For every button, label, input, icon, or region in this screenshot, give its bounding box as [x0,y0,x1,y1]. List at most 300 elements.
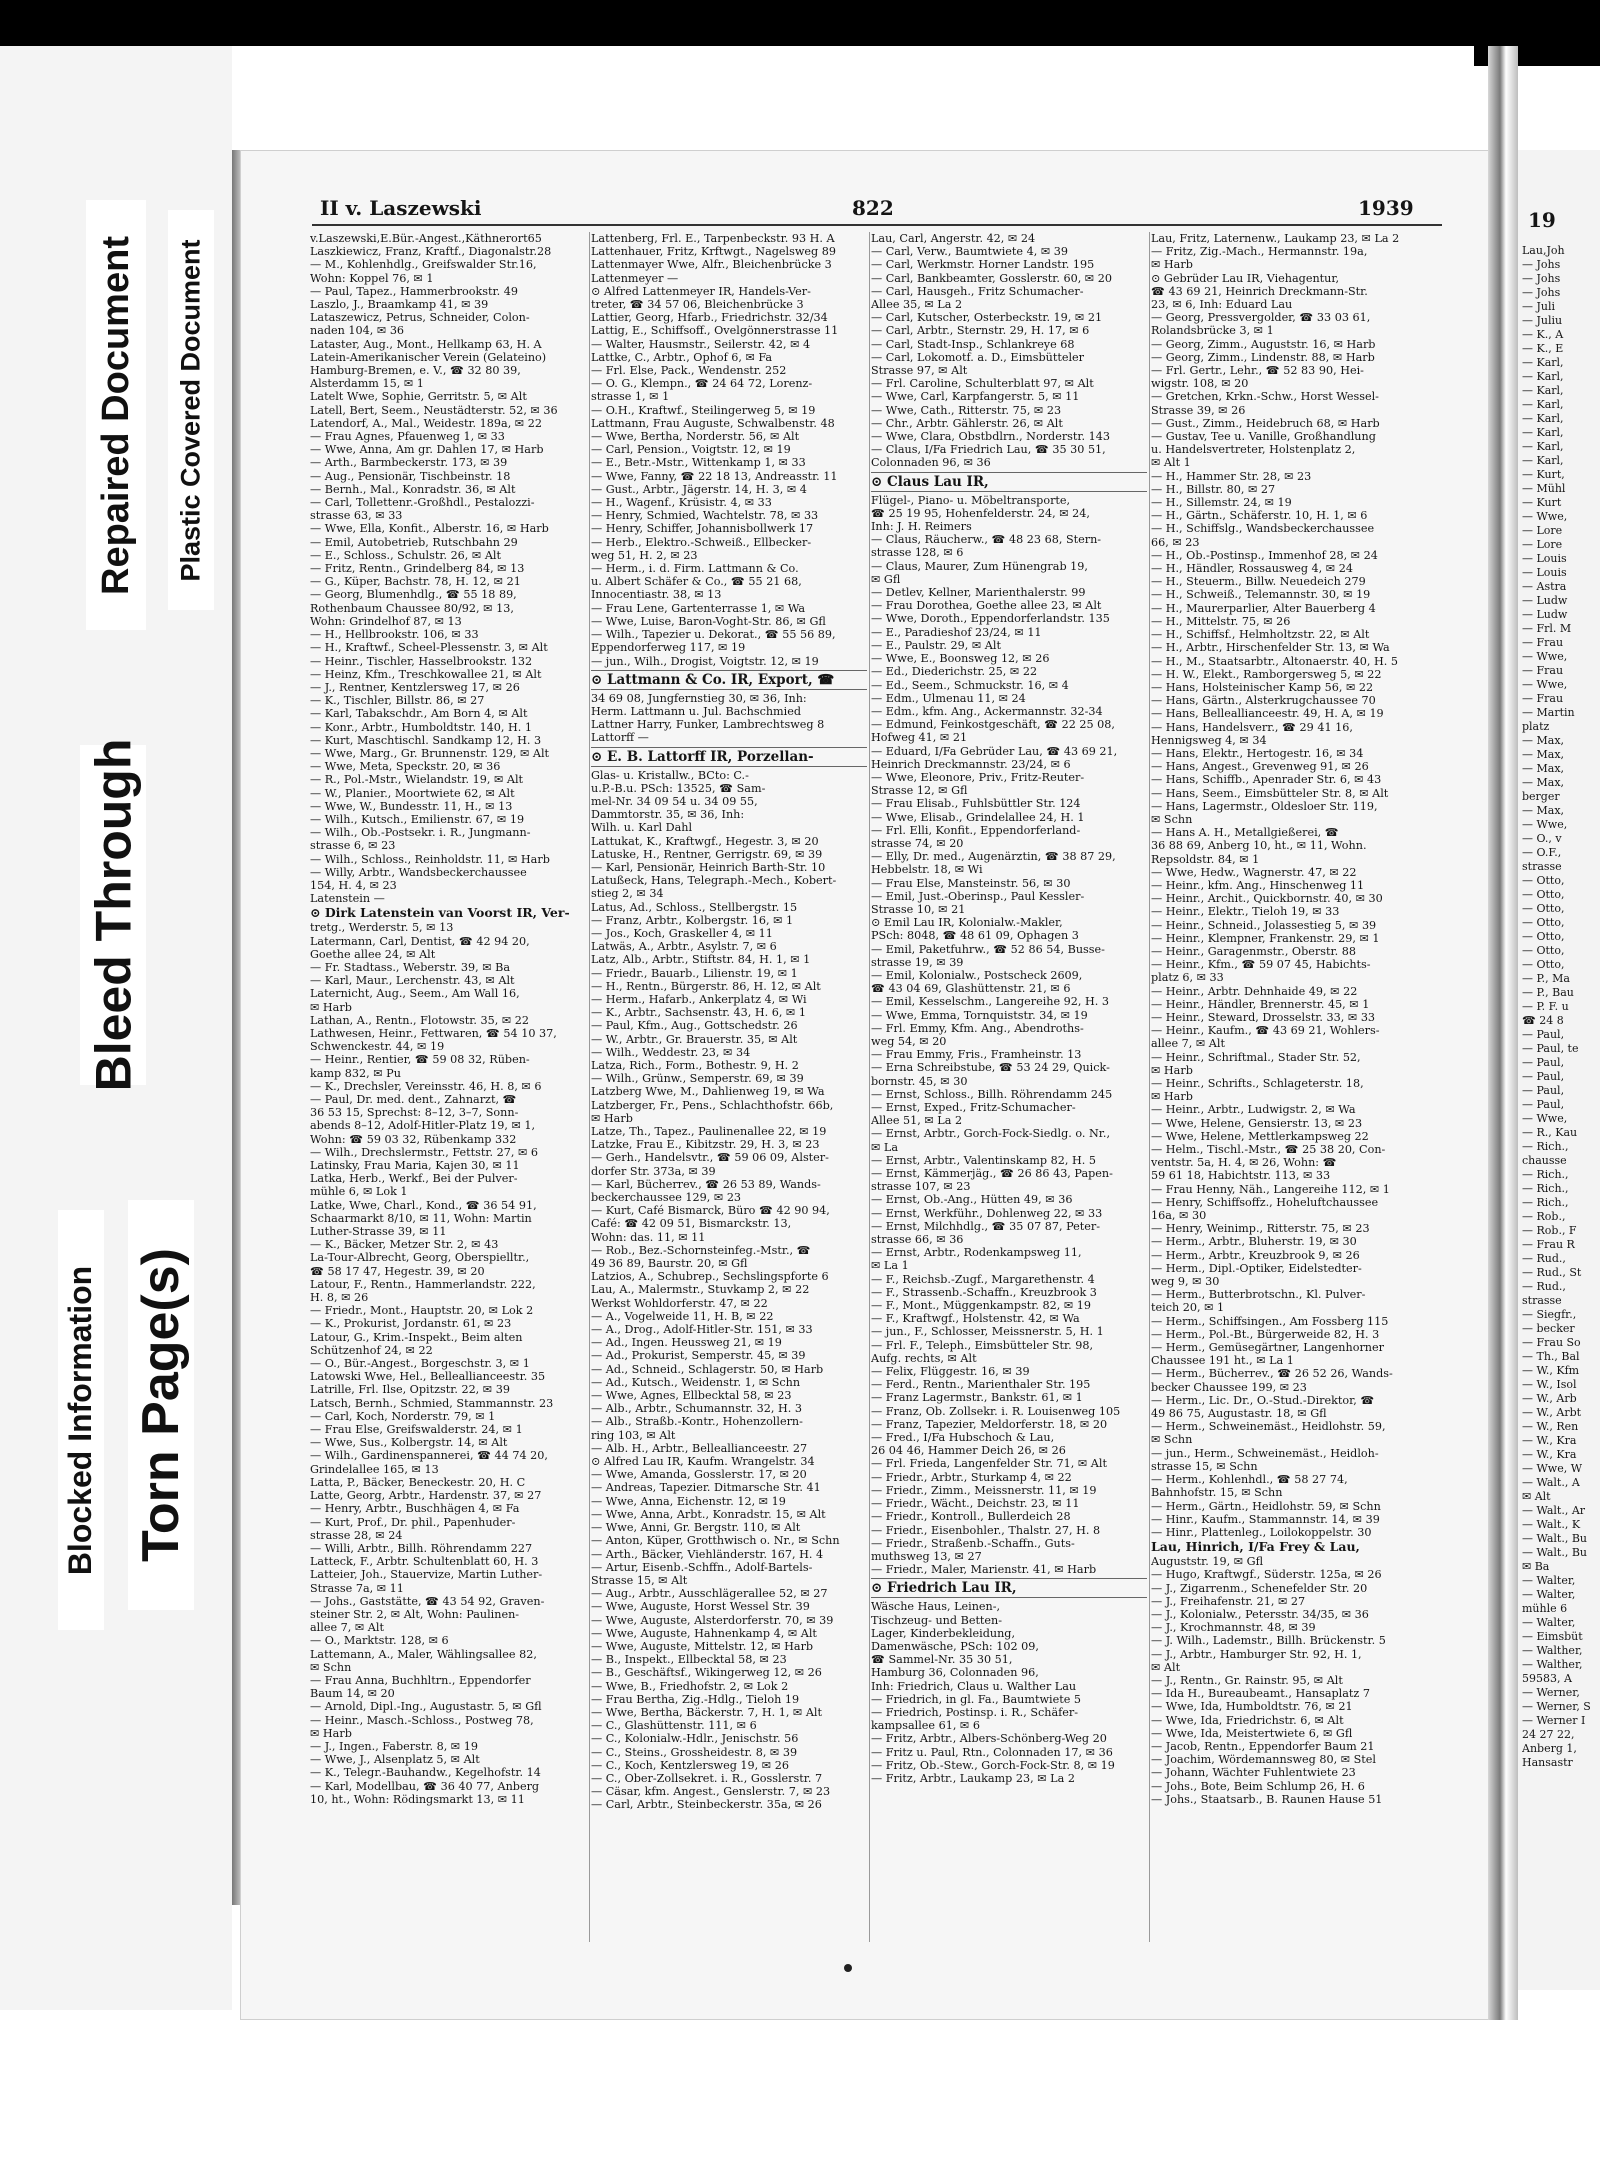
directory-entry: Goethe allee 24, ✉ Alt [310,947,436,961]
directory-entry: — Emil, Kolonialw., Postscheck 2609, [871,968,1083,982]
directory-entry: ✉ La 1 [871,1259,909,1273]
directory-entry: — Herm., Bücherrev., ☎ 26 52 26, Wands- [1151,1367,1393,1381]
directory-entry: Lattke, C., Arbtr., Ophof 6, ✉ Fa [591,350,773,364]
directory-entry: — Henry, Weinimp., Ritterstr. 75, ✉ 23 [1151,1222,1370,1236]
directory-entry: — Frl. Gertr., Lehr., ☎ 52 83 90, Hei- [1151,364,1364,378]
directory-entry: — Ed., Diederichstr. 25, ✉ 22 [871,665,1038,679]
directory-entry: Strasse 39, ✉ 26 [1151,403,1246,417]
directory-entry: — Anton, Küper, Grotthwisch o. Nr., ✉ Schn [591,1534,840,1548]
directory-advert: ⊙ E. B. Lattorff IR, Porzellan- [591,747,867,767]
directory-entry: — Claus, Räucherw., ☎ 48 23 68, Stern- [871,533,1102,547]
directory-entry: — Felix, Flüggestr. 16, ✉ 39 [871,1365,1030,1379]
directory-entry: — K., Bäcker, Metzer Str. 2, ✉ 43 [310,1238,499,1252]
directory-entry: — K., Telegr.-Bauhandw., Kegelhofstr. 14 [310,1766,541,1780]
directory-entry: La-Tour-Albrecht, Georg, Oberspielltr., [310,1251,530,1265]
directory-entry: — H., Maurerparlier, Alter Bauerberg 4 [1151,601,1376,615]
next-page-entry: — Wwe, [1522,650,1568,663]
directory-entry: — Friedrich, in gl. Fa., Baumtwiete 5 [871,1692,1082,1706]
directory-entry: — Hans, Lagermstr., Oldesloer Str. 119, [1151,799,1378,813]
directory-entry: — Wwe, Luise, Baron-Voght-Str. 86, ✉ Gfl [591,614,826,628]
directory-entry: — Heinr., Schrifts., Schlageterstr. 18, [1151,1077,1364,1090]
directory-entry: ✉ Harb [1151,1063,1193,1077]
directory-entry: — J., Krochmannstr. 48, ✉ 39 [1151,1621,1316,1635]
directory-entry: — E., Schloss., Schulstr. 26, ✉ Alt [310,548,501,562]
directory-entry: — Friedr., Arbtr., Sturkamp 4, ✉ 22 [871,1470,1072,1484]
directory-entry: Lager, Kinderbekleidung, [871,1626,1016,1640]
directory-entry: — Herm., Schweinemäst., Heidlohstr. 59, [1151,1420,1386,1434]
directory-entry: — Cäsar, kfm. Angest., Genslerstr. 7, ✉ 23 [591,1785,831,1799]
directory-entry: — Wwe, Hedw., Wagnerstr. 47, ✉ 22 [1151,865,1357,879]
directory-entry: — Wwe, Ida, Humboldtstr. 76, ✉ 21 [1151,1700,1353,1714]
directory-entry: muthsweg 13, ✉ 27 [871,1549,982,1563]
directory-entry: — H., Schiffsf., Helmholtzstr. 22, ✉ Alt [1151,628,1370,642]
directory-entry: Lataster, Aug., Mont., Hellkamp 63, H. A [310,337,542,351]
directory-entry: Lattig, E., Schiffsoff., Ovelgönnerstrasse 11 [591,324,839,338]
directory-entry: — Wwe, Clara, Obstbdlrn., Norderstr. 143 [871,430,1111,444]
directory-entry: — Wwe, B., Friedhofstr. 2, ✉ Lok 2 [591,1679,789,1693]
directory-entry: — Ferd., Rentn., Marienthaler Str. 195 [871,1378,1091,1392]
directory-entry: — Gustav, Tee u. Vanille, Großhandlung [1151,430,1376,444]
directory-entry: Lau, Hinrich, I/Fa Frey & Lau, [1151,1539,1360,1555]
next-page-entry: — Louis [1522,566,1567,579]
directory-entry: Laszlo, J., Braamkamp 41, ✉ 39 [310,298,489,312]
next-page-entry: — Walter, [1522,1588,1576,1601]
directory-entry: — Frl. F., Teleph., Eimsbütteler Str. 98, [871,1338,1094,1352]
next-page-entry: mühle 6 [1522,1602,1568,1615]
directory-entry: Lattorff — [591,731,649,745]
directory-entry: — Wilh., Drechslermstr., Fettstr. 27, ✉ 6 [310,1145,539,1159]
directory-entry: — Wwe, Agnes, Ellbecktal 58, ✉ 23 [591,1389,792,1403]
directory-entry: — Wilh., Weddestr. 23, ✉ 34 [591,1045,751,1059]
directory-entry: strasse 15, ✉ Schn [1151,1459,1258,1473]
directory-entry: — Herm., Schiffsingen., Am Fossberg 115 [1151,1314,1389,1328]
next-page-entry: Lau,Joh [1522,244,1565,257]
directory-entry: allee 7, ✉ Alt [310,1621,384,1635]
directory-entry: — Herm., Kohlenhdl., ☎ 58 27 74, [1151,1473,1348,1487]
directory-entry: — Paul, Dr. med. dent., Zahnarzt, ☎ [310,1093,517,1106]
directory-entry: — Heinr., Elektr., Tieloh 19, ✉ 33 [1151,905,1340,919]
directory-entry: — Carl, Stadt-Insp., Schlankreye 68 [871,337,1075,351]
directory-entry: Lattukat, K., Kraftwgf., Hegestr. 3, ✉ 20 [591,834,819,848]
directory-entry: — Friedr., Wächt., Deichstr. 23, ✉ 11 [871,1497,1080,1511]
directory-entry: — H., Billstr. 80, ✉ 27 [1151,482,1276,496]
directory-entry: — J., Arbtr., Hamburger Str. 92, H. 1, [1151,1647,1362,1661]
directory-entry: ✉ Harb [591,1111,633,1125]
directory-entry: — F., Mont., Müggenkampstr. 82, ✉ 19 [871,1299,1091,1313]
directory-entry: Latinsky, Frau Maria, Kajen 30, ✉ 11 [310,1159,520,1173]
directory-entry: 49 86 75, Augustastr. 18, ✉ Gfl [1151,1407,1327,1421]
directory-entry: Lathan, A., Rentn., Flotowstr. 35, ✉ 22 [310,1013,530,1027]
directory-entry: ventstr. 5a, H. 4, ✉ 26, Wohn: ☎ [1151,1156,1337,1170]
next-page-entry: — Walt., Bu [1522,1532,1588,1545]
directory-entry: — Frl. Frieda, Langenfelder Str. 71, ✉ Alt [871,1457,1107,1471]
directory-entry: — K., Drechsler, Vereinsstr. 46, H. 8, ✉ 6 [310,1079,542,1093]
next-page-entry: Hansastr [1522,1756,1573,1769]
directory-entry: Strasse 97, ✉ Alt [871,364,968,378]
next-page-entry: — Otto, [1522,944,1565,957]
directory-entry: — Wilh., Gardinenspannerei, ☎ 44 74 20, [310,1449,548,1463]
directory-entry: H. 8, ✉ 26 [310,1291,369,1305]
next-page-column [1522,244,1600,1770]
directory-entry: tretg., Werderstr. 5, ✉ 13 [310,921,454,935]
next-page-entry: — Karl, [1522,356,1564,369]
directory-entry: — Emil, Autobetrieb, Rutschbahn 29 [310,535,518,549]
directory-entry: ✉ Gfl [871,572,901,586]
next-page-entry: — Walter, [1522,1616,1576,1629]
directory-entry: — H., Schiffslg., Wandsbeckerchaussee [1151,522,1375,536]
next-page-entry: — W., Arb [1522,1392,1577,1405]
directory-entry: — Frau Bertha, Zig.-Hdlg., Tieloh 19 [591,1692,800,1706]
directory-entry: — Edmund, Feinkostgeschäft, ☎ 22 25 08, [871,718,1115,732]
directory-entry: — Friedr., Straßenb.-Schaffn., Guts- [871,1536,1075,1550]
directory-entry: — Wwe, Meta, Speckstr. 20, ✉ 36 [310,760,501,774]
directory-entry: Strasse 12, ✉ Gfl [871,784,968,798]
next-page-entry: — Walt., Bu [1522,1546,1588,1559]
next-page-entry: — Wwe, [1522,678,1568,691]
directory-entry: — Henry, Schiffsoffz., Hoheluftchaussee [1151,1195,1379,1209]
directory-entry: — Wwe, Auguste, Hahnenkamp 4, ✉ Alt [591,1626,817,1640]
directory-entry: Wäsche Haus, Leinen-, [871,1600,1001,1614]
directory-entry: Werkst Wohldorferstr. 47, ✉ 22 [591,1296,768,1310]
directory-entry: Latowski Wwe, Hel., Belleallianceestr. 35 [310,1370,546,1384]
directory-entry: Latzios, A., Schubrep., Sechslingspforte 6 [591,1270,829,1284]
directory-entry: — O. G., Klempn., ☎ 24 64 72, Lorenz- [591,377,813,391]
directory-entry: — Emil, Kesselschm., Langereihe 92, H. 3 [871,995,1109,1009]
directory-entry: Latuske, H., Rentner, Gerrigstr. 69, ✉ 39 [591,847,823,861]
directory-entry: — E., Betr.-Mstr., Wittenkamp 1, ✉ 33 [591,456,806,470]
directory-entry: ✉ Harb [1151,1090,1193,1104]
directory-entry: Innocentiastr. 38, ✉ 13 [591,588,722,602]
directory-entry: Allee 35, ✉ La 2 [871,298,963,312]
directory-entry: — C., Steins., Grossheidestr. 8, ✉ 39 [591,1745,798,1759]
directory-entry: — J., Zigarrenm., Schenefelder Str. 20 [1151,1581,1368,1595]
next-page-entry: — Rich., [1522,1182,1569,1195]
directory-entry: — Franz Lagermstr., Bankstr. 61, ✉ 1 [871,1391,1083,1405]
directory-entry: — Elly, Dr. med., Augenärztin, ☎ 38 87 29, [871,850,1116,864]
page-dot [844,1964,852,1972]
next-page-entry: — Karl, [1522,426,1564,439]
directory-entry: — Wwe, Ella, Konfit., Alberstr. 16, ✉ Harb [310,522,549,536]
directory-entry: — Erna Schreibstube, ☎ 53 24 29, Quick- [871,1061,1110,1075]
directory-entry: — Friedr., Mont., Hauptstr. 20, ✉ Lok 2 [310,1304,534,1318]
next-page-entry: — Frau [1522,636,1564,649]
next-page-entry: — Johs [1522,258,1561,271]
directory-entry: — Frau Emmy, Fris., Framheinstr. 13 [871,1048,1082,1062]
directory-entry: — Wwe, Carl, Karpfangerstr. 5, ✉ 11 [871,390,1080,404]
directory-entry: Lathwesen, Heinr., Fettwaren, ☎ 54 10 37, [310,1026,557,1040]
directory-entry: ⊙ Dirk Latenstein van Voorst IR, Ver- [310,905,570,921]
directory-entry: ✉ Schn [1151,812,1193,826]
next-page-entry: — Louis [1522,552,1567,565]
directory-entry: — K., Arbtr., Sachsenstr. 43, H. 6, ✉ 1 [591,1006,806,1020]
directory-entry: — Ad., Schneid., Schlagerstr. 50, ✉ Harb [591,1362,824,1376]
directory-entry: — Karl, Tabakschdr., Am Born 4, ✉ Alt [310,707,528,721]
directory-entry: — J., Kolonialw., Petersstr. 34/35, ✉ 36 [1151,1607,1369,1621]
directory-entry: Latendorf, A., Mal., Weidestr. 189a, ✉ 22 [310,416,542,430]
directory-entry: — A., Vogelweide 11, H. B, ✉ 22 [591,1309,774,1323]
directory-entry: — Frau Henny, Näh., Langereihe 112, ✉ 1 [1151,1182,1390,1196]
next-page-entry: — Werner I [1522,1714,1586,1727]
directory-entry: — Hans, Handelsverr., ☎ 29 41 16, [1151,720,1353,734]
directory-entry: naden 104, ✉ 36 [310,324,405,338]
directory-entry: Chaussee 191 ht., ✉ La 1 [1151,1354,1294,1368]
directory-entry: — Wwe, W., Bundesstr. 11, H., ✉ 13 [310,799,513,813]
next-page-entry: — Max, [1522,748,1565,761]
directory-entry: — G., Küper, Bachstr. 78, H. 12, ✉ 21 [310,575,521,589]
directory-entry: Lattenmayer Wwe, Alfr., Bleichenbrücke 3 [591,258,832,272]
directory-entry: — Ernst, Werkführ., Dohlenweg 22, ✉ 33 [871,1206,1103,1220]
directory-entry: — Hans A. H., Metallgießerei, ☎ [1151,826,1339,840]
directory-entry: — Ernst, Exped., Fritz-Schumacher- [871,1101,1076,1114]
directory-entry: — H., Gärtn., Schäferstr. 10, H. 1, ✉ 6 [1151,509,1368,523]
directory-entry: — Herm., Lic. Dr., O.-Stud.-Direktor, ☎ [1151,1393,1375,1407]
page-year: 1939 [1358,196,1414,220]
directory-entry: mel-Nr. 34 09 54 u. 34 09 55, [591,794,758,808]
directory-entry: — Heinz, Kfm., Treschkowallee 21, ✉ Alt [310,667,542,681]
directory-entry: ✉ Schn [1151,1433,1193,1447]
directory-entry: — J. Wilh., Lademstr., Billh. Brückenstr. 5 [1151,1634,1386,1648]
directory-entry: Allee 51, ✉ La 2 [871,1114,963,1128]
next-page-entry: — Kurt, [1522,468,1565,481]
directory-entry: — Friedr., Eisenbohler., Thalstr. 27, H. 8 [871,1523,1101,1537]
directory-entry: — Fritz, Ob.-Stew., Gorch-Fock-Str. 8, ✉ 19 [871,1758,1115,1772]
directory-entry: — Heinr., Arbtr., Ludwigstr. 2, ✉ Wa [1151,1103,1356,1117]
directory-entry: — Aug., Pensionär, Tischbeinstr. 18 [310,469,511,483]
directory-entry: — Arth., Barmbeckerstr. 173, ✉ 39 [310,456,508,470]
next-page-entry: — W., Kra [1522,1434,1577,1447]
directory-entry: ✉ Alt 1 [1151,456,1191,470]
directory-entry: Latzberg Wwe, M., Dahlienweg 19, ✉ Wa [591,1085,825,1099]
directory-entry: — Heinr., kfm. Ang., Hinschenweg 11 [1151,878,1365,892]
next-page-entry: — W., Kfm [1522,1364,1580,1377]
directory-entry: — Heinr., Masch.-Schloss., Postweg 78, [310,1713,534,1727]
directory-entry: Latta, P., Bäcker, Beneckestr. 20, H. C [310,1475,526,1489]
directory-entry: Strasse 15, ✉ Alt [591,1573,688,1587]
directory-entry: Laternicht, Aug., Seem., Am Wall 16, [310,987,520,1001]
directory-entry: Lau, Fritz, Laternenw., Laukamp 23, ✉ La 2 [1151,232,1400,245]
directory-entry: — J., Rentner, Kentzlersweg 17, ✉ 26 [310,680,520,694]
repaired-document-label: Repaired Document [86,200,146,630]
next-page-entry: — Rich., [1522,1196,1569,1209]
next-page-entry: — K., A [1522,328,1564,341]
directory-entry: — Wwe, Emma, Tornquiststr. 34, ✉ 19 [871,1008,1088,1022]
directory-entry: Latteck, F., Arbtr. Schultenblatt 60, H. 3 [310,1555,539,1569]
directory-entry: — O., Bür.-Angest., Borgeschstr. 3, ✉ 1 [310,1357,530,1371]
directory-entry: Lattenhauer, Fritz, Krftwgt., Nagelsweg 89 [591,245,836,259]
header-rule [312,224,1442,226]
directory-entry: — J., Ingen., Faberstr. 8, ✉ 19 [310,1739,478,1753]
next-page-entry: — Otto, [1522,888,1565,901]
next-page-entry: — O., v [1522,832,1562,845]
directory-entry: Hennigsweg 4, ✉ 34 [1151,733,1267,747]
directory-entry: — Friedrich, Postinsp. i. R., Schäfer- [871,1705,1079,1719]
directory-entry: — Herm., Pol.-Bt., Bürgerweide 82, H. 3 [1151,1327,1380,1341]
directory-entry: Latenstein — [310,892,385,906]
directory-entry: Schützenhof 24, ✉ 22 [310,1343,433,1357]
directory-entry: — Heinr., Klempner, Frankenstr. 29, ✉ 1 [1151,931,1380,945]
directory-entry: — C., Koch, Kentzlersweg 19, ✉ 26 [591,1758,789,1772]
directory-entry: v.Laszewski,E.Bür.-Angest.,Käthnerort65 [310,232,542,245]
directory-entry: — Alb. H., Arbtr., Belleallianceestr. 27 [591,1441,808,1455]
directory-entry: Latzke, Frau E., Kibitzstr. 29, H. 3, ✉ 23 [591,1138,820,1152]
next-page-entry: — Rud., [1522,1280,1566,1293]
directory-entry: Hebbelstr. 18, ✉ Wi [871,863,983,877]
directory-entry: u.P.-B.u. PSch: 13525, ☎ Sam- [591,781,766,795]
directory-entry: u. Albert Schäfer & Co., ☎ 55 21 68, [591,575,802,589]
next-page-entry: — Max, [1522,776,1565,789]
directory-entry: — Hans, Holsteinischer Kamp 56, ✉ 22 [1151,680,1374,694]
directory-entry: — Alb., Straßb.-Kontr., Hohenzollern- [591,1415,803,1429]
directory-entry: — Ernst, Arbtr., Rodenkampsweg 11, [871,1246,1082,1260]
directory-entry: allee 7, ✉ Alt [1151,1037,1225,1051]
directory-entry: Latelt Wwe, Sophie, Gerritstr. 5, ✉ Alt [310,390,527,404]
directory-entry: steiner Str. 2, ✉ Alt, Wohn: Paulinen- [310,1607,520,1621]
directory-entry: — W., Planier., Moortwiete 62, ✉ Alt [310,786,515,800]
next-page-entry: — Paul, [1522,1056,1565,1069]
directory-entry: — H., Hellbrookstr. 106, ✉ 33 [310,628,479,642]
directory-entry: — Wwe, Anna, Arbt., Konradstr. 15, ✉ Alt [591,1507,826,1521]
directory-entry: — Heinr., Tischler, Hasselbrookstr. 132 [310,654,533,668]
directory-entry: — Frau Agnes, Pfauenweg 1, ✉ 33 [310,430,505,444]
directory-entry: — Jacob, Rentn., Eppendorfer Baum 21 [1151,1739,1375,1753]
directory-entry: — Ida H., Bureaubeamt., Hansaplatz 7 [1151,1687,1370,1701]
torn-pages-label: Torn Page(s) [128,1200,194,1610]
directory-entry: — Friedr., Maler, Marienstr. 41, ✉ Harb [871,1563,1097,1577]
directory-entry: — M., Kohlenhdlg., Greifswalder Str.16, [310,258,537,272]
directory-entry: — Carl, Hausgeh., Fritz Schumacher- [871,284,1084,298]
next-page-entry: — Walther, [1522,1644,1583,1657]
directory-entry: Schwenckestr. 44, ✉ 19 [310,1040,445,1054]
directory-entry: — Carl, Lokomotf. a. D., Eimsbütteler [871,350,1085,364]
directory-entry: — C., Glashüttenstr. 111, ✉ 6 [591,1719,757,1733]
directory-entry: ✉ Harb [310,1000,352,1014]
directory-entry: — Karl, Modellbau, ☎ 36 40 77, Anberg [310,1779,540,1793]
directory-entry: — Henry, Schmied, Wachtelstr. 78, ✉ 33 [591,509,819,523]
directory-entry: — Hans, Angest., Grevenweg 91, ✉ 26 [1151,760,1369,774]
directory-entry: ✉ Schn [310,1660,352,1674]
column-divider [1149,232,1150,1942]
next-page-entry: 59583, A [1522,1672,1572,1685]
next-page-entry: — Kurt [1522,496,1562,509]
directory-entry: 36 88 69, Anberg 10, ht., ✉ 11, Wohn. [1151,839,1367,853]
directory-entry: — H., Rentn., Bürgerstr. 86, H. 12, ✉ Alt [591,979,821,993]
directory-entry: becker Chaussee 199, ✉ 23 [1151,1380,1307,1394]
next-page-entry: — Ludw [1522,608,1568,621]
next-page-entry: ✉ Ba [1522,1560,1550,1573]
next-page-entry: — Karl, [1522,384,1564,397]
directory-entry: — Herm., Hafarb., Ankerplatz 4, ✉ Wi [591,992,807,1006]
directory-entry: ☎ 43 69 21, Heinrich Dreckmann-Str. [1151,284,1368,298]
next-page-entry: — Wwe, W [1522,1462,1583,1475]
directory-entry: 16a, ✉ 30 [1151,1209,1207,1223]
directory-entry: 34 69 08, Jungfernstieg 30, ✉ 36, Inh: [591,691,807,705]
directory-entry: — Rob., Bez.-Schornsteinfeg.-Mstr., ☎ [591,1243,811,1257]
next-page-entry: — K., E [1522,342,1564,355]
directory-entry: Latus, Ad., Schloss., Stellbergstr. 15 [591,900,798,914]
directory-entry: 36 53 15, Sprechst: 8–12, 3–7, Sonn- [310,1106,519,1120]
next-page-entry: — Otto, [1522,958,1565,971]
next-page-entry: Anberg 1, [1522,1742,1577,1755]
directory-entry: — Carl, Tollettenr.-Großhdl., Pestalozzi- [310,496,535,510]
directory-entry: — Herm., Arbtr., Kreuzbrook 9, ✉ 26 [1151,1248,1360,1262]
directory-entry: — Wwe, Sus., Kolbergstr. 14, ✉ Alt [310,1436,508,1450]
directory-entry: kampsallee 61, ✉ 6 [871,1719,980,1733]
next-page-entry: — W., Ren [1522,1420,1579,1433]
directory-entry: — jun., Herm., Schweinemäst., Heidloh- [1151,1446,1379,1460]
next-page-entry: — becker [1522,1322,1575,1335]
next-page-entry: — Ludw [1522,594,1568,607]
directory-entry: — Wwe, Anna, Eichenstr. 12, ✉ 19 [591,1494,786,1508]
directory-entry: ☎ 25 19 95, Hohenfelderstr. 24, ✉ 24, [871,506,1090,520]
directory-entry: abends 8–12, Adolf-Hitler-Platz 19, ✉ 1, [310,1119,536,1133]
plastic-covered-document-label: Plastic Covered Document [168,210,214,610]
next-page-entry: — Astra [1522,580,1567,593]
directory-entry: Eppendorferweg 117, ✉ 19 [591,641,746,655]
directory-entry: Inh: J. H. Reimers [871,520,972,534]
directory-entry: — Ernst, Schloss., Billh. Röhrendamm 245 [871,1087,1113,1101]
directory-entry: — Friedr., Kontroll., Bullerdeich 28 [871,1510,1071,1524]
directory-entry: — Hans, Seem., Eimsbütteler Str. 8, ✉ Alt [1151,786,1389,800]
directory-entry: — Ad., Ingen. Heussweg 21, ✉ 19 [591,1336,782,1350]
next-page-entry: — Karl, [1522,454,1564,467]
directory-entry: — Gust., Zimm., Heidebruch 68, ✉ Harb [1151,416,1380,430]
directory-entry: Repsoldstr. 84, ✉ 1 [1151,852,1260,866]
directory-entry: Grindelallee 165, ✉ 13 [310,1462,439,1476]
directory-entry: — Aug., Arbtr., Ausschlägerallee 52, ✉ 27 [591,1587,828,1601]
directory-entry: — Wwe, Bertha, Norderstr. 56, ✉ Alt [591,430,800,444]
scan-border-top [0,0,1600,46]
directory-entry: — H., Ob.-Postinsp., Immenhof 28, ✉ 24 [1151,548,1378,562]
next-page-entry: — Otto, [1522,916,1565,929]
next-page-entry: — Rich., [1522,1140,1569,1153]
next-page-year: 19 [1528,208,1556,232]
directory-entry: — Hans, Gärtn., Alsterkrugchaussee 70 [1151,694,1376,708]
directory-entry: — H., Kraftwf., Scheel-Plessenstr. 3, ✉ Alt [310,641,548,655]
directory-entry: ring 103, ✉ Alt [591,1428,676,1442]
directory-entry: u. Handelsvertreter, Holstenplatz 2, [1151,443,1356,457]
directory-entry: mühle 6, ✉ Lok 1 [310,1185,408,1199]
directory-entry: — Carl, Arbtr., Sternstr. 29, H. 17, ✉ 6 [871,324,1090,338]
directory-entry: — Ernst, Ob.-Ang., Hütten 49, ✉ 36 [871,1193,1073,1207]
directory-entry: weg 51, H. 2, ✉ 23 [591,548,698,562]
directory-entry: — Arth., Bäcker, Viehländerstr. 167, H. 4 [591,1547,824,1561]
directory-entry: — Ernst, Arbtr., Gorch-Fock-Siedlg. o. Nr., [871,1127,1111,1141]
directory-entry: — Wwe, Cath., Ritterstr. 75, ✉ 23 [871,403,1062,417]
directory-entry: — Heinr., Händler, Brennerstr. 45, ✉ 1 [1151,997,1370,1011]
directory-entry: Hofweg 41, ✉ 21 [871,731,968,745]
next-page-entry: — Frau R [1522,1238,1575,1251]
directory-entry: Bahnhofstr. 15, ✉ Schn [1151,1486,1283,1500]
directory-entry: Inh: Friedrich, Claus u. Walther Lau [871,1679,1077,1693]
directory-entry: — Heinr., Garagenmstr., Oberstr. 88 [1151,944,1356,958]
directory-entry: kamp 832, ✉ Pu [310,1066,401,1080]
directory-entry: — Wwe, Marg., Gr. Brunnenstr. 129, ✉ Alt [310,746,550,760]
directory-entry: — Wwe, Eleonore, Priv., Fritz-Reuter- [871,770,1085,784]
directory-entry: — Edm., kfm. Ang., Ackermannstr. 32-34 [871,704,1103,718]
directory-entry: — Paul, Tapez., Hammerbrookstr. 49 [310,284,519,298]
next-page-entry: ✉ Alt [1522,1490,1551,1503]
directory-entry: — Fritz, Zig.-Mach., Hermannstr. 19a, [1151,245,1368,259]
next-page-entry: — Otto, [1522,874,1565,887]
next-page-entry: ☎ 24 8 [1522,1014,1564,1027]
directory-entry: — Henry, Arbtr., Buschhägen 4, ✉ Fa [310,1502,520,1516]
directory-entry: 26 04 46, Hammer Deich 26, ✉ 26 [871,1444,1066,1458]
next-page-entry: — P., Bau [1522,986,1574,999]
directory-entry: — Carl, Verw., Baumtwiete 4, ✉ 39 [871,245,1068,259]
directory-entry: — Frau Elisab., Fuhlsbüttler Str. 124 [871,797,1081,811]
next-page-entry: — Rud., [1522,1252,1566,1265]
directory-entry: strasse 74, ✉ 20 [871,836,964,850]
